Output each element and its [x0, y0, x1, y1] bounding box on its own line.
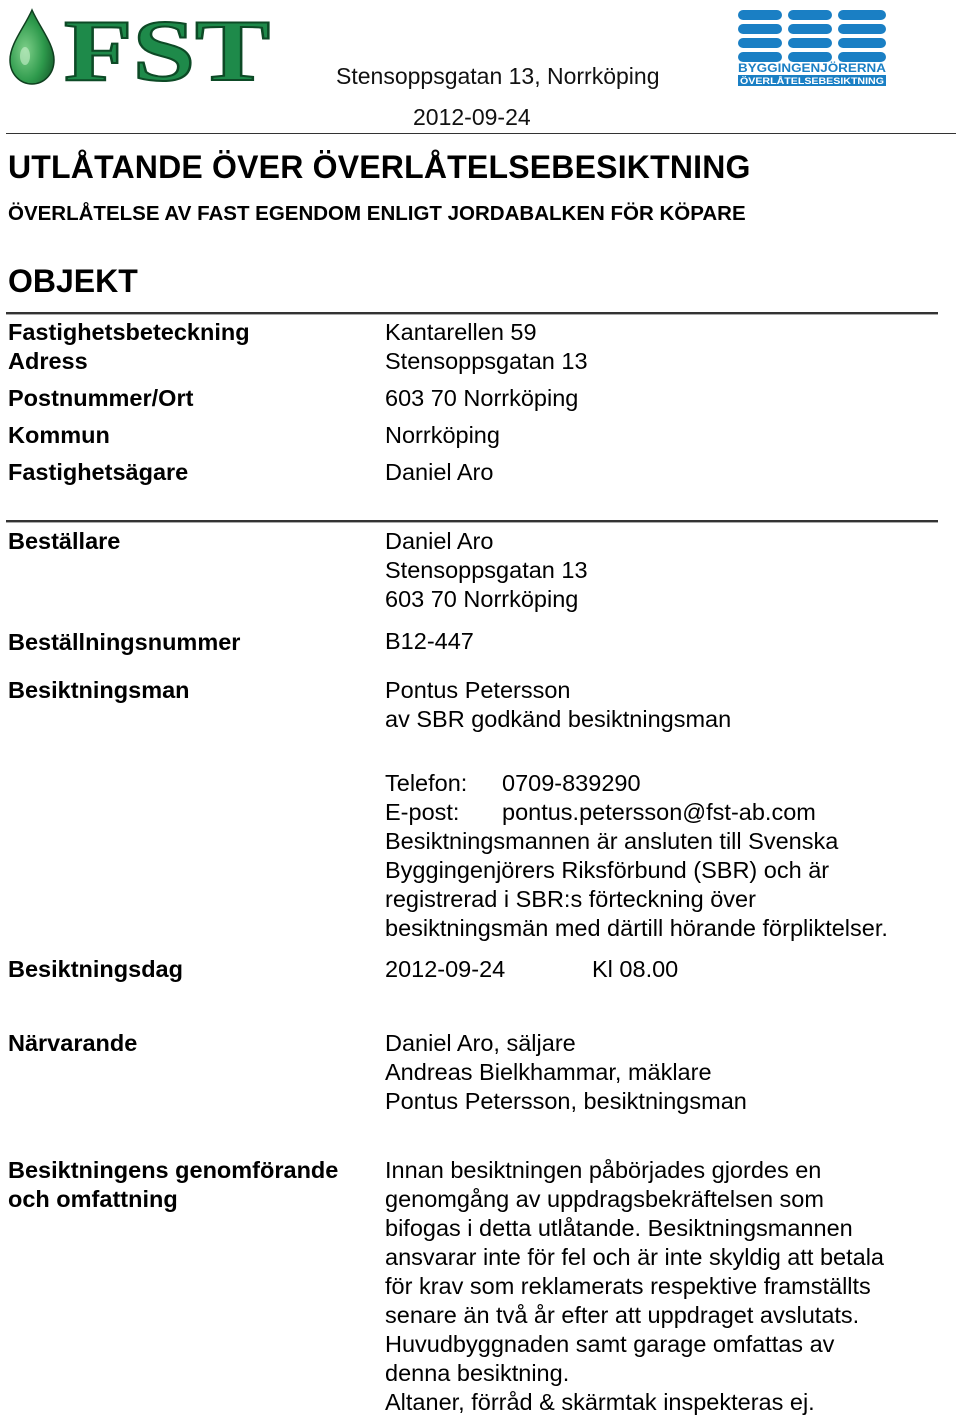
- label-postnummer: Postnummer/Ort: [8, 385, 194, 411]
- genomforande-line: Altaner, förråd & skärmtak inspekteras ej.: [385, 1389, 815, 1415]
- besiktningsman-block: [385, 676, 731, 734]
- genomforande-line: ansvarar inte för fel och är inte skyldig att betala: [385, 1244, 884, 1270]
- info-line: Byggingenjörers Riksförbund (SBR) och är: [385, 857, 830, 883]
- header-divider: [6, 133, 956, 134]
- header-address: Stensoppsgatan 13, Norrköping: [336, 63, 660, 89]
- page-title: UTLÅTANDE ÖVER ÖVERLÅTELSEBESIKTNING: [8, 149, 751, 185]
- besiktningsman-approval: av SBR godkänd besiktningsman: [385, 706, 732, 732]
- label-besiktningsdag: Besiktningsdag: [8, 956, 183, 982]
- value-postnummer: 603 70 Norrköping: [385, 385, 579, 411]
- page-subtitle: ÖVERLÅTELSE AV FAST EGENDOM ENLIGT JORDABALKEN FÖR KÖPARE: [8, 202, 746, 225]
- narvarande-block: [385, 1029, 747, 1116]
- bestallare-postal: 603 70 Norrköping: [385, 586, 579, 612]
- bestallare-name: Daniel Aro: [385, 528, 494, 554]
- telefon-value: 0709-839290: [502, 770, 641, 796]
- epost-value[interactable]: pontus.petersson@fst-ab.com: [502, 799, 816, 825]
- section-divider: [6, 312, 938, 315]
- label-bestallare: Beställare: [8, 528, 121, 554]
- info-line: besiktningsmän med därtill hörande förpliktelser.: [385, 915, 888, 941]
- sbr-logo: [736, 8, 888, 88]
- section-divider-2: [6, 520, 938, 523]
- label-bestallningsnummer: Beställningsnummer: [8, 629, 241, 655]
- value-besiktningsdag-date: 2012-09-24: [385, 956, 506, 982]
- value-adress: Stensoppsgatan 13: [385, 348, 588, 374]
- narvarande-person: Andreas Bielkhammar, mäklare: [385, 1059, 712, 1085]
- genomforande-line: denna besiktning.: [385, 1360, 570, 1386]
- label-fastighetsagare: Fastighetsägare: [8, 459, 189, 485]
- label-genomforande: [8, 1156, 338, 1214]
- besiktningsman-name: Pontus Petersson: [385, 677, 571, 703]
- telefon-label: Telefon:: [385, 770, 468, 796]
- genomforande-line: genomgång av uppdragsbekräftelsen som: [385, 1186, 824, 1212]
- narvarande-person: Daniel Aro, säljare: [385, 1030, 576, 1056]
- genomforande-line: Innan besiktningen påbörjades gjordes en: [385, 1157, 822, 1183]
- value-bestallningsnummer: B12-447: [385, 628, 474, 654]
- genomforande-line: senare än två år efter att uppdraget avslutats.: [385, 1302, 860, 1328]
- header-date: 2012-09-24: [413, 104, 531, 130]
- label-genomforande-line: Besiktningens genomförande: [8, 1157, 339, 1183]
- genomforande-line: Huvudbyggnaden samt garage omfattas av: [385, 1331, 835, 1357]
- contact-block: [385, 769, 888, 943]
- section-title-objekt: OBJEKT: [8, 263, 138, 299]
- info-line: registrerad i SBR:s förteckning över: [385, 886, 756, 912]
- bestallare-street: Stensoppsgatan 13: [385, 557, 588, 583]
- label-kommun: Kommun: [8, 422, 110, 448]
- telefon-row: [385, 769, 888, 798]
- label-adress: Adress: [8, 348, 88, 374]
- droplet-icon: [10, 10, 54, 84]
- fst-logo-text: FST: [64, 6, 270, 86]
- fst-logo: [6, 6, 270, 86]
- narvarande-person: Pontus Petersson, besiktningsman: [385, 1088, 747, 1114]
- label-genomforande-line: och omfattning: [8, 1186, 178, 1212]
- genomforande-line: bifogas i detta utlåtande. Besiktningsmannen: [385, 1215, 853, 1241]
- bestallare-block: [385, 527, 588, 614]
- epost-row: [385, 798, 888, 827]
- label-besiktningsman: Besiktningsman: [8, 677, 190, 703]
- value-fastighetsagare: Daniel Aro: [385, 459, 494, 485]
- genomforande-line: för krav som reklamerats respektive framställts: [385, 1273, 871, 1299]
- genomforande-block: [385, 1156, 884, 1417]
- label-narvarande: Närvarande: [8, 1030, 138, 1056]
- value-besiktningsdag-time: Kl 08.00: [592, 956, 679, 982]
- value-fastighetsbeteckning: Kantarellen 59: [385, 319, 537, 345]
- label-fastighetsbeteckning: Fastighetsbeteckning: [8, 319, 250, 345]
- value-kommun: Norrköping: [385, 422, 500, 448]
- sbr-caption-1: BYGGINGENJÖRERNA: [738, 63, 865, 75]
- info-line: Besiktningsmannen är ansluten till Svenska: [385, 828, 839, 854]
- sbr-caption-2: ÖVERLÅTELSEBESIKTNING: [740, 76, 884, 87]
- epost-label: E-post:: [385, 799, 460, 825]
